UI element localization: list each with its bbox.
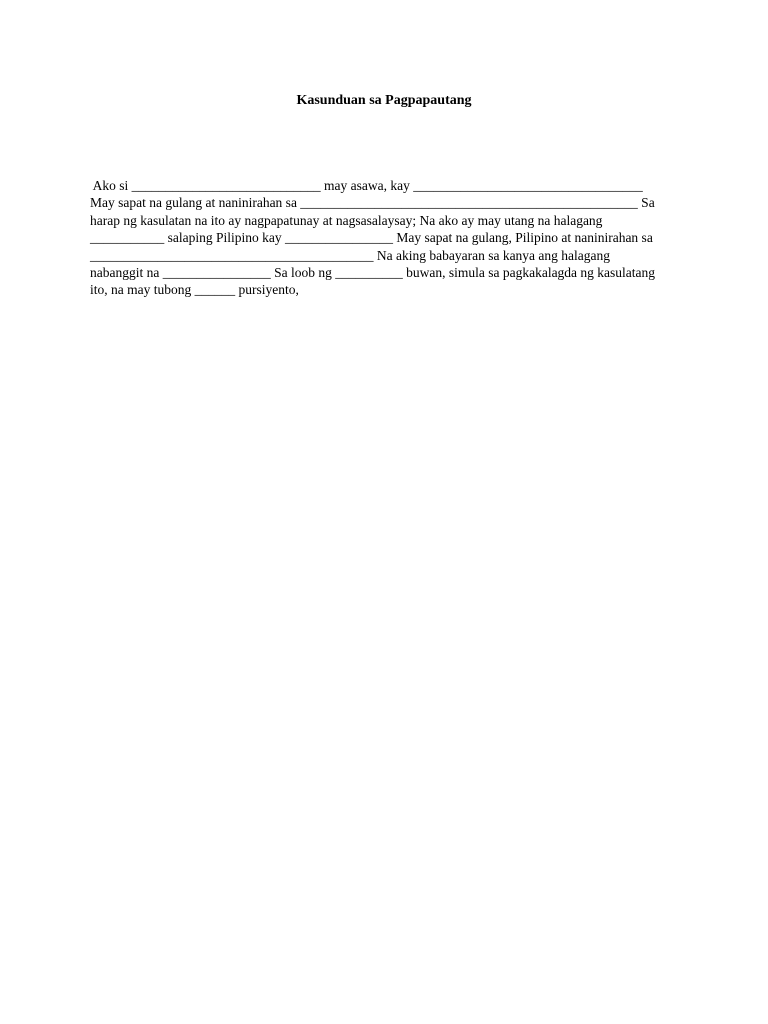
body-line: __________________________________________ Na aking babayaran sa kanya ang halagang	[90, 247, 611, 263]
body-line: ito, na may tubong ______ pursiyento,	[90, 282, 299, 298]
body-line: ___________ salaping Pilipino kay ________________ May sapat na gulang, Pilipino at naninirahan sa	[90, 230, 653, 246]
body-line: harap ng kasulatan na ito ay nagpapatunay at nagsasalaysay; Na ako ay may utang na halagang	[90, 212, 603, 228]
document-title: Kasunduan sa Pagpapautang	[296, 93, 472, 108]
body-line: nabanggit na ________________ Sa loob ng __________ buwan, simula sa pagkakalagda ng kasulatang	[90, 265, 656, 281]
body-line: May sapat na gulang at naninirahan sa __________________________________________________ Sa	[90, 195, 655, 211]
body-line: Ako si ____________________________ may asawa, kay __________________________________	[90, 178, 643, 193]
document-body	[90, 177, 680, 299]
